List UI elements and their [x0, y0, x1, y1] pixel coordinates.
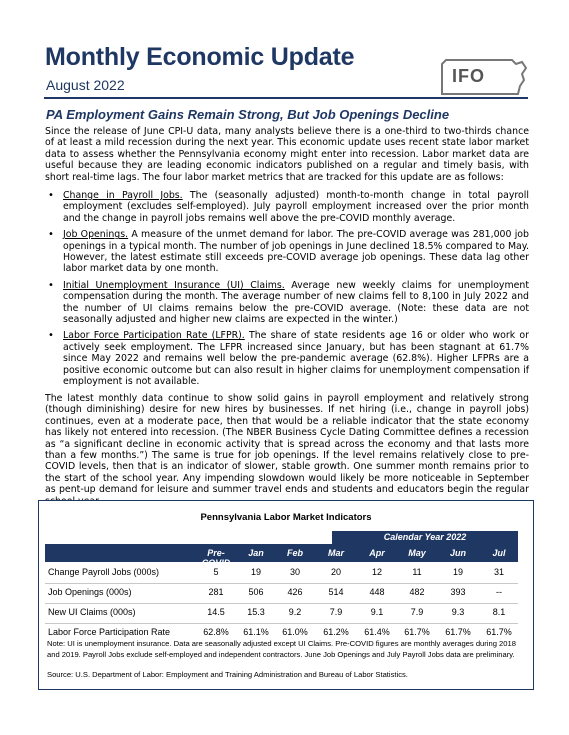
indicators-table-box	[38, 500, 534, 690]
bullet-term: Change in Payroll Jobs.	[63, 190, 183, 201]
table-cell: 514	[328, 587, 344, 597]
header-rule	[44, 97, 528, 99]
table-row	[45, 583, 518, 604]
bullet-text: The (seasonally adjusted) month-to-month change in total payroll employment (excludes self-employed). July payroll employment increased over the prior month and the change in payroll jobs remains well above the pre-COVID monthly average.	[63, 190, 529, 224]
table-cell: 20	[330, 567, 341, 577]
row-label: Labor Force Participation Rate	[48, 627, 171, 637]
table-row	[45, 603, 518, 624]
table-cell: 5	[213, 567, 219, 577]
issue-date: August 2022	[46, 77, 125, 93]
table-row	[45, 563, 518, 584]
row-label: New UI Claims (000s)	[48, 607, 136, 617]
page-title: Monthly Economic Update	[45, 43, 355, 71]
column-header: Jul	[492, 548, 506, 558]
table-cell: 61.7%	[404, 627, 430, 637]
table-cell: 61.0%	[282, 627, 308, 637]
column-header: Jan	[248, 548, 264, 558]
bullet-text: A measure of the unmet demand for labor. The pre-COVID average was 281,000 job openings in a typical month. The number of job openings in June declined 18.5% compared to May. However, the latest estimate still exceeds pre-COVID average job openings. These data lag other labor market data by one month.	[63, 229, 529, 275]
table-cell: 9.3	[451, 607, 465, 617]
table-cell: 7.9	[410, 607, 424, 617]
closing-paragraph: The latest monthly data continue to show solid gains in payroll employment and relatively strong (though diminishing) desire for new hires by businesses. If net hiring (i.e., change in payroll jobs) continues, even at a moderate pace, then that would be a reliable indicator that the state economy has likely not entered into recession. (The NBER Business Cycle Dating Committee defines a recession as “a significant decline in economic activity that is spread across the economy and that lasts more than a few months.”) The same is true for job openings. If the level remains relatively close to pre-COVID levels, then that is an indicator of slower, stable growth. One summer month remains prior to the start of the school year. Any impending slowdown would likely be more noticeable in September as pent-up demand for leisure and summer travel ends and students and educators begin the regular	[45, 393, 529, 496]
table-cell: 11	[412, 567, 422, 577]
list-item	[45, 229, 529, 275]
bullet-text: Average new weekly claims for unemployment compensation during the month. The average number of new claims fell to 8,100 in July 2022 and the number of UI claims remains below the pre-COVID average. (Note: these data are not seasonally adjusted and higher new claims are expected in the winter.)	[63, 279, 529, 326]
column-header: Feb	[286, 548, 303, 558]
bullet-term: Initial Unemployment Insurance (UI) Claims.	[63, 279, 285, 291]
table-title: Pennsylvania Labor Market Indicators	[200, 512, 372, 523]
table-cell: 14.5	[207, 607, 225, 617]
table-cell: 12	[371, 567, 382, 577]
column-header: Jun	[449, 548, 466, 558]
table-cell: 9.1	[370, 607, 384, 617]
table-cell: 281	[208, 587, 224, 597]
table-note: Note: UI is unemployment insurance. Data are seasonally adjusted except UI Claims. Pre-COVID figures are monthly averages during 2018 and 2019. Payroll Jobs exclude self-employed and independent contractors. June Job Openings and July Payroll Jobs data are preliminary.	[47, 639, 516, 659]
table-cell: 19	[250, 567, 261, 577]
table-cell: 19	[452, 567, 463, 577]
table-cell: 61.1%	[243, 627, 269, 637]
column-header: Mar	[327, 548, 344, 558]
table-cell: 15.3	[247, 607, 265, 617]
list-item	[45, 330, 529, 387]
list-item	[45, 280, 529, 326]
table-cell: 61.4%	[364, 627, 390, 637]
table-cell: 61.7%	[445, 627, 471, 637]
column-header: May	[408, 548, 426, 558]
table-cell: 30	[289, 567, 300, 577]
table-cell: 426	[287, 587, 303, 597]
table-cell: 61.7%	[486, 627, 512, 637]
article-subhead: PA Employment Gains Remain Strong, But Job Openings Decline	[46, 107, 450, 122]
table-cell: 482	[409, 587, 425, 597]
logo-text: IFO	[452, 66, 485, 86]
table-cell: 448	[369, 587, 385, 597]
table-cell: 31	[493, 567, 504, 577]
table-cell: --	[496, 587, 502, 597]
table-cell: 61.2%	[323, 627, 349, 637]
table-cell: 9.2	[288, 607, 302, 617]
intro-paragraph: Since the release of June CPI-U data, many analysts believe there is a one-third to two-thirds chance of at least a mild recession during the next year. This economic update uses recent state labor market data to assess whether the Pennsylvania economy might enter into recession. Labor market data are useful because they are leading economic indicators published on a regular and timely basis, with short real-time lags. The four labor market metrics that are tracked for this update are as follows:	[45, 126, 529, 183]
bullet-text: The share of state residents age 16 or older who work or actively seek employment. The LFPR increased since January, but has been stagnant at 61.7% since May 2022 and remains well below the pre-pandemic average (62.8%). Higher LFPRs are a positive economic outcome but can also result in higher claims for unemployment compensation if employment is not available.	[63, 330, 529, 388]
column-header: Apr	[369, 548, 385, 558]
table-cell: 7.9	[329, 607, 343, 617]
year-header-label: Calendar Year 2022	[383, 532, 467, 542]
row-label: Change Payroll Jobs (000s)	[48, 567, 160, 577]
bullet-term: Job Openings.	[63, 229, 129, 241]
table-source: Source: U.S. Department of Labor: Employment and Training Administration and Bureau of Labor Statistics.	[47, 670, 408, 679]
bullet-term: Labor Force Participation Rate (LFPR).	[63, 330, 245, 342]
table-cell: 506	[248, 587, 264, 597]
list-item	[45, 190, 529, 224]
table-cell: 62.8%	[203, 627, 229, 637]
table-cell: 8.1	[492, 607, 506, 617]
table-cell: 393	[450, 587, 466, 597]
row-label: Job Openings (000s)	[48, 587, 132, 597]
indicator-list	[45, 190, 529, 393]
column-header: Pre-COVID	[201, 548, 231, 568]
